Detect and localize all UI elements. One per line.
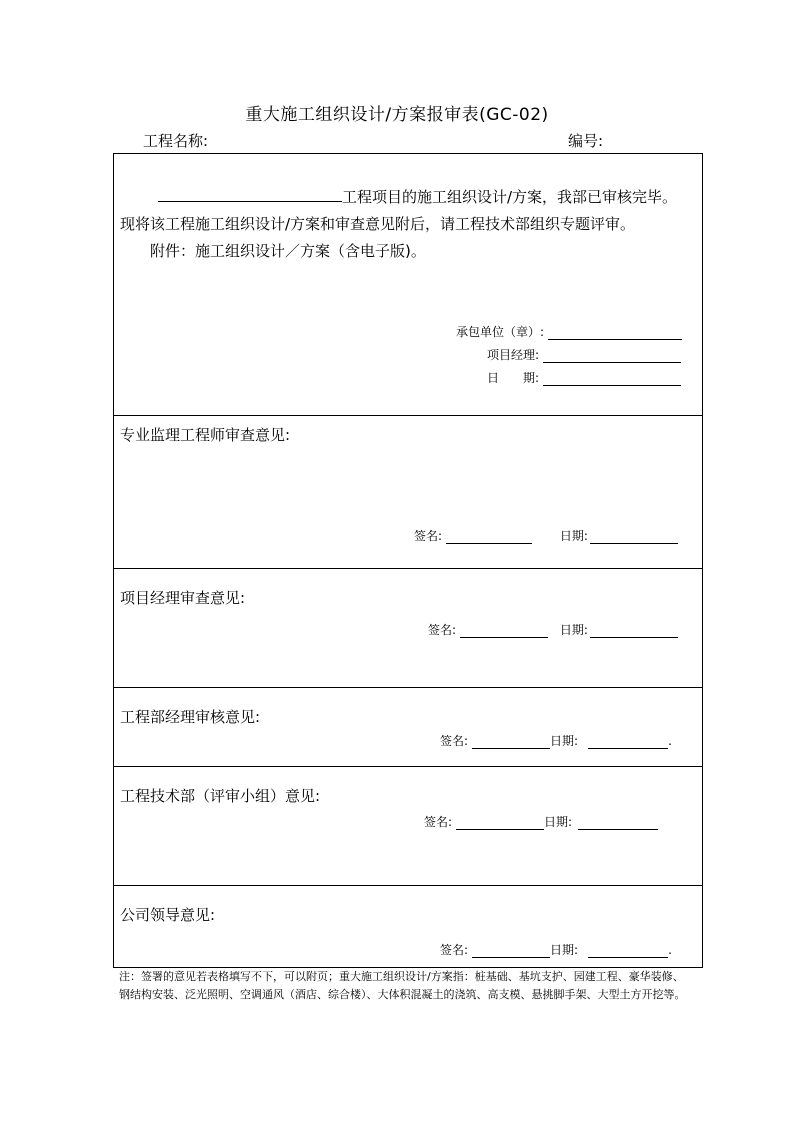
tech-dept-opinion-section [114, 767, 702, 886]
date-row [487, 369, 681, 386]
submission-line-2: 现将该工程施工组织设计/方案和审查意见附后，请工程技术部组织专题评审。 [120, 215, 636, 233]
date-field[interactable] [543, 371, 681, 386]
engineering-manager-opinion-heading: 工程部经理审核意见: [120, 708, 261, 726]
date-label: 日期: [559, 529, 588, 543]
project-name-blank[interactable] [158, 201, 342, 202]
end-mark: . [668, 734, 672, 748]
manager-label: 项目经理: [487, 348, 540, 362]
footnote: 注：签署的意见若表格填写不下，可以附页；重大施工组织设计/方案指：桩基础、基坑支护、园建工程、豪华装修、钢结构安装、泛光照明、空调通风（酒店、综合楼）、大体积混凝土的浇筑、高支模、悬挑脚手架、大型土方开挖等。 [119, 970, 686, 1001]
page-title: 重大施工组织设计/方案报审表(GC-02) [245, 105, 549, 125]
contractor-signature-field[interactable] [548, 325, 682, 340]
sign-label: 签名: [440, 734, 469, 748]
submission-line-1 [158, 186, 677, 207]
company-leader-sign-row [440, 941, 672, 958]
project-manager-sign-row [428, 621, 678, 638]
project-manager-date-field[interactable] [590, 623, 678, 638]
tech-dept-opinion-heading: 工程技术部（评审小组）意见: [120, 787, 321, 805]
end-mark: . [668, 943, 672, 957]
sign-label: 签名: [440, 943, 469, 957]
supervisor-opinion-section [114, 416, 702, 569]
date-label: 日期: [559, 623, 588, 637]
tech-dept-sign-row [424, 813, 658, 830]
tech-dept-signature-field[interactable] [456, 815, 544, 830]
project-manager-opinion-section [114, 569, 702, 688]
project-name-label: 工程名称: [143, 132, 209, 150]
engineering-manager-opinion-section [114, 688, 702, 767]
number-label: 编号: [568, 132, 604, 150]
supervisor-date-field[interactable] [590, 529, 678, 544]
submission-line-1-text: 工程项目的施工组织设计/方案，我部已审核完毕。 [342, 188, 678, 206]
date-label: 日期: [550, 734, 579, 748]
date-label: 日 期: [487, 371, 540, 385]
contractor-label: 承包单位（章）: [456, 325, 545, 339]
supervisor-signature-field[interactable] [446, 529, 532, 544]
sign-label: 签名: [424, 815, 453, 829]
engineering-manager-signature-field[interactable] [472, 734, 550, 749]
review-form-table [113, 153, 703, 968]
engineering-manager-date-field[interactable] [588, 734, 668, 749]
sign-label: 签名: [428, 623, 457, 637]
company-leader-opinion-section [114, 886, 702, 967]
contractor-row [456, 323, 682, 340]
tech-dept-date-field[interactable] [578, 815, 658, 830]
company-leader-signature-field[interactable] [472, 943, 550, 958]
sign-label: 签名: [414, 529, 443, 543]
company-leader-date-field[interactable] [588, 943, 668, 958]
project-manager-opinion-heading: 项目经理审查意见: [120, 589, 246, 607]
supervisor-sign-row [414, 527, 678, 544]
company-leader-opinion-heading: 公司领导意见: [120, 906, 216, 924]
project-manager-signature-field[interactable] [460, 623, 548, 638]
submission-section [114, 154, 702, 416]
date-label: 日期: [550, 943, 579, 957]
manager-row [487, 346, 681, 363]
manager-signature-field[interactable] [543, 348, 681, 363]
attachment-line: 附件：施工组织设计／方案（含电子版)。 [150, 242, 426, 260]
date-label: 日期: [544, 815, 573, 829]
engineering-manager-sign-row [440, 732, 672, 749]
supervisor-opinion-heading: 专业监理工程师审查意见: [120, 426, 291, 444]
